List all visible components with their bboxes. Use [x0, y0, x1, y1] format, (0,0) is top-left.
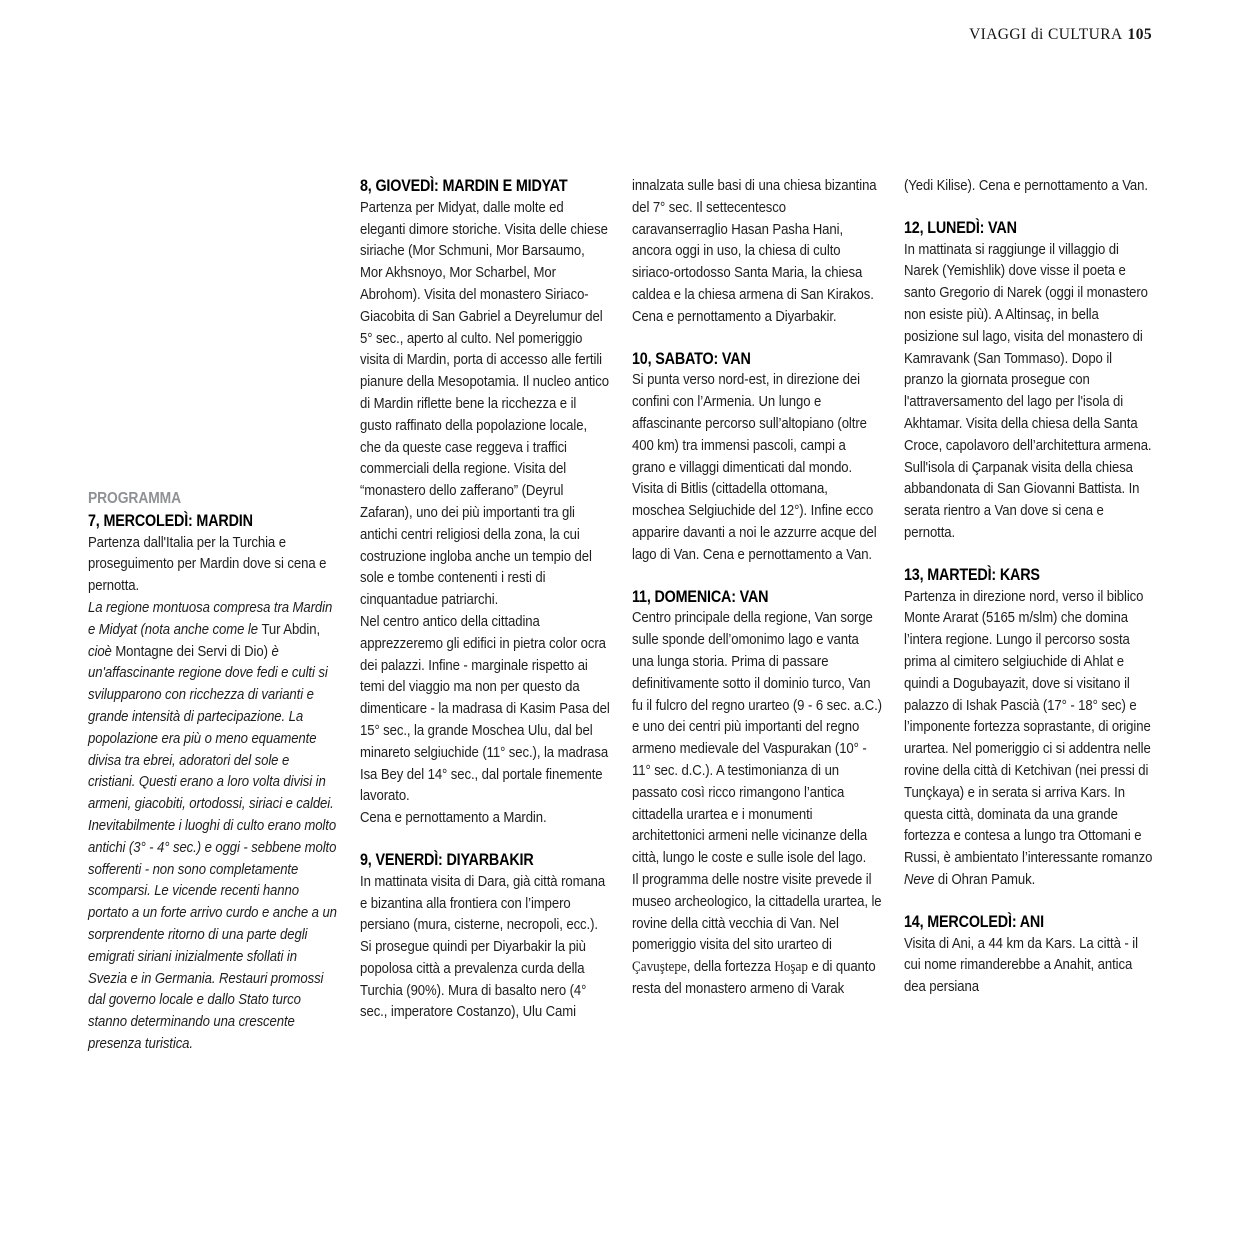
- text-run: 11, DOMENICA: VAN: [632, 586, 769, 606]
- text-run: 10, SABATO: VAN: [632, 348, 751, 368]
- day11-history-para: [632, 607, 882, 869]
- text-run: In mattinata visita di Dara, già città romana e bizantina alla frontiera con l’impero persiano (mura, cisterne, necropoli, ecc.). Si prosegue quindi per Diyarbakir la più popolosa città a prevalenza curda della Turchia (90%). Mura di basalto nero (4° sec., imperatore Costanzo), Ulu Cami: [360, 872, 606, 1021]
- van-visits-para: [632, 869, 882, 1000]
- text-run: Neve: [904, 870, 935, 888]
- day9-itinerary-para: [360, 871, 610, 1024]
- day11-heading: [632, 586, 882, 608]
- text-run: Partenza dall'Italia per la Turchia e proseguimento per Mardin dove si cena e pernotta.: [88, 533, 327, 595]
- column-4: [904, 175, 1154, 1055]
- day8-heading: [360, 175, 610, 197]
- text-run: 14, MERCOLEDÌ: ANI: [904, 911, 1044, 931]
- text-run: innalzata sulle basi di una chiesa bizantina del 7° sec. Il settecentesco caravanserraglio Hasan Pasha Hani, ancora oggi in uso, la chiesa di culto siriaco-ortodosso Santa Maria, la chiesa caldea e la chiesa armena di San Kirakos. Cena e pernottamento a Diyarbakir.: [632, 177, 877, 325]
- text-run: , della fortezza: [686, 958, 775, 976]
- column-4-content: [904, 175, 1154, 998]
- text-run: Hoşap: [774, 958, 808, 976]
- day14-itinerary-para: [904, 933, 1154, 998]
- text-run: Si punta verso nord-est, in direzione dei confini con l’Armenia. Un lungo e affascinante percorso sull’altopiano (oltre 400 km) tra immensi pascoli, campi a grano e villaggi dimenticati dal mondo. Visita di Bitlis (cittadella ottomana, moschea Selgiuchide del 12°). Infine ecco apparire davanti a noi le azzurre acque del lago di Van. Cena e pernottamento a Van.: [632, 371, 877, 563]
- text-run: Centro principale della regione, Van sorge sulle sponde dell’omonimo lago e vanta una lunga storia. Prima di passare definitivamente sotto il dominio turco, Van fu il fulcro del regno urarteo (9 - 6 sec. a.C.) e uno dei centri più importanti del regno armeno medievale del Vaspurakan (10° - 11° sec. d.C.). A testimonianza di un passato così ricco rimangono l’antica cittadella urartea e i monumenti architettonici armeni nelle vicinanze della città, lungo le coste e sulle isole del lago.: [632, 609, 882, 867]
- column-1: [88, 175, 338, 1055]
- day8-itinerary-para: [360, 197, 610, 611]
- text-run: è un'affascinante regione dove fedi e culti si svilupparono con ricchezza di varianti e grande intensità di partecipazione. La popolazione era più o meno equamente divisa tra ebrei, adoratori del sole e cristiani. Questi erano a loro volta divisi in armeni, giacobiti, ortodossi, siriaci e caldei. Inevitabilmente i luoghi di culto erano molto antichi (3° - 4° sec.) e oggi - sebbene molto sofferenti - non sono completamente scomparsi. Le vicende recenti hanno portato a un forte arrivo curdo e anche a un sorprendente ritorno di una parte degli emigrati siriani inizialmente sfollati in Svezia e in Germania. Restauri promossi dal governo locale e dallo Stato turco stanno determinando una crescente presenza turistica.: [88, 642, 337, 1052]
- mardin-center-para: [360, 611, 610, 807]
- column-1-content: [88, 175, 338, 1055]
- column-2-content: [360, 175, 610, 1023]
- text-run: Çavuştepe: [632, 958, 687, 976]
- programma-label: [88, 488, 338, 510]
- text-run: Montagne dei Servi di Dio): [115, 642, 272, 660]
- text-run: PROGRAMMA: [88, 490, 182, 507]
- magazine-title: VIAGGI di CULTURA: [969, 26, 1123, 43]
- day10-itinerary-para: [632, 369, 882, 565]
- text-run: Il programma delle nostre visite prevede il museo archeologico, la cittadella urartea, le rovine della città vecchia di Van. Nel pomeriggio visita del sito urarteo di: [632, 870, 882, 954]
- text-run: Tur Abdin,: [261, 620, 321, 638]
- day10-heading: [632, 348, 882, 370]
- day14-heading: [904, 911, 1154, 933]
- text-run: Nel centro antico della cittadina apprezzeremo gli edifici in pietra color ocra dei palazzi. Infine - marginale rispetto ai temi del viaggio ma non per questo da dimenticare - la madrasa di Kasim Pasa del 15° sec., la grande Moschea Ulu, dal bel minareto selgiuchide (11° sec.), la madrasa Isa Bey del 14° sec., dal portale finemente lavorato.: [360, 612, 610, 805]
- text-run: La regione montuosa compresa tra Mardin e Midyat (nota anche come le: [88, 598, 333, 638]
- page-number: 105: [1127, 26, 1152, 43]
- day7-heading: [88, 510, 338, 532]
- text-run: In mattinata si raggiunge il villaggio di Narek (Yemishlik) dove visse il poeta e santo Gregorio di Narek (oggi il monastero non esiste più). A Altinsaç, in bella posizione sul lago, visita del monastero di Kamravank (San Tommaso). Dopo il pranzo la giornata prosegue con l'attraversamento del lago per l'isola di Akhtamar. Visita della chiesa della Santa Croce, capolavoro dell’architettura armena. Sull'isola di Çarpanak visita della chiesa abbandonata di San Giovanni Battista. In serata rientro a Van dove si cena e pernotta.: [904, 240, 1152, 541]
- day13-heading: [904, 564, 1154, 586]
- varak-continued-para: [904, 175, 1154, 197]
- mardin-overnight-para: [360, 807, 610, 829]
- diyarbakir-continued-para: [632, 175, 882, 328]
- day13-itinerary-para: [904, 586, 1154, 891]
- column-3-content: [632, 175, 882, 1000]
- day7-intro-para: [88, 532, 338, 597]
- column-2: [360, 175, 610, 1055]
- text-run: 7, MERCOLEDÌ: MARDIN: [88, 510, 253, 530]
- day12-heading: [904, 217, 1154, 239]
- article-columns: [88, 175, 1154, 1055]
- text-run: (Yedi Kilise). Cena e pernottamento a Van.: [904, 177, 1148, 194]
- text-run: cioè: [88, 642, 116, 660]
- text-run: e di quanto resta del monastero armeno di Varak: [632, 958, 876, 997]
- column-3: [632, 175, 882, 1055]
- text-run: 9, VENERDÌ: DIYARBAKIR: [360, 849, 534, 869]
- day9-heading: [360, 849, 610, 871]
- text-run: 8, GIOVEDÌ: MARDIN E MIDYAT: [360, 176, 568, 195]
- region-history-para: [88, 597, 338, 1055]
- text-run: Partenza per Midyat, dalle molte ed eleganti dimore storiche. Visita delle chiese siriache (Mor Schmuni, Mor Barsaumo, Mor Akhsnoyo, Mor Scharbel, Mor Abrohom). Visita del monastero Siriaco-Giacobita di San Gabriel a Deyrelumur del 5° sec., aperto al culto. Nel pomeriggio visita di Mardin, porta di accesso alle fertili pianure della Mesopotamia. Il nucleo antico di Mardin riflette bene la ricchezza e il gusto raffinato della popolazione locale, che da queste case reggeva i traffici commerciali della regione. Visita del “monastero dello zafferano” (Deyrul Zafaran), uno dei più importanti tra gli antichi centri religiosi della zona, la cui costruzione ingloba anche un tempio del sole e tombe contenenti i resti di cinquantadue patriarchi.: [360, 198, 609, 609]
- text-run: di Ohran Pamuk.: [934, 870, 1036, 888]
- day12-itinerary-para: [904, 239, 1154, 544]
- text-run: Visita di Ani, a 44 km da Kars. La città - il cui nome rimanderebbe a Anahit, antica dea persiana: [904, 934, 1138, 996]
- text-run: Partenza in direzione nord, verso il biblico Monte Ararat (5165 m/slm) che domina l’intera regione. Lungo il percorso sosta prima al cimitero selgiuchide di Ahlat e quindi a Dogubayazit, dove si visitano il palazzo di Ishak Pascià (17° - 18° sec) e l’imponente fortezza soprastante, di origine urartea. Nel pomeriggio ci si addentra nelle rovine della città di Ketchivan (nei pressi di Tunçkaya) e in serata si arriva Kars. In questa città, dominata da una grande fortezza e contesa a lungo tra Ottomani e Russi, è ambientato l’interessante romanzo: [904, 587, 1153, 867]
- text-run: Cena e pernottamento a Mardin.: [360, 809, 547, 827]
- running-header: [969, 26, 1152, 44]
- text-run: 13, MARTEDÌ: KARS: [904, 564, 1040, 584]
- text-run: 12, LUNEDÌ: VAN: [904, 217, 1017, 237]
